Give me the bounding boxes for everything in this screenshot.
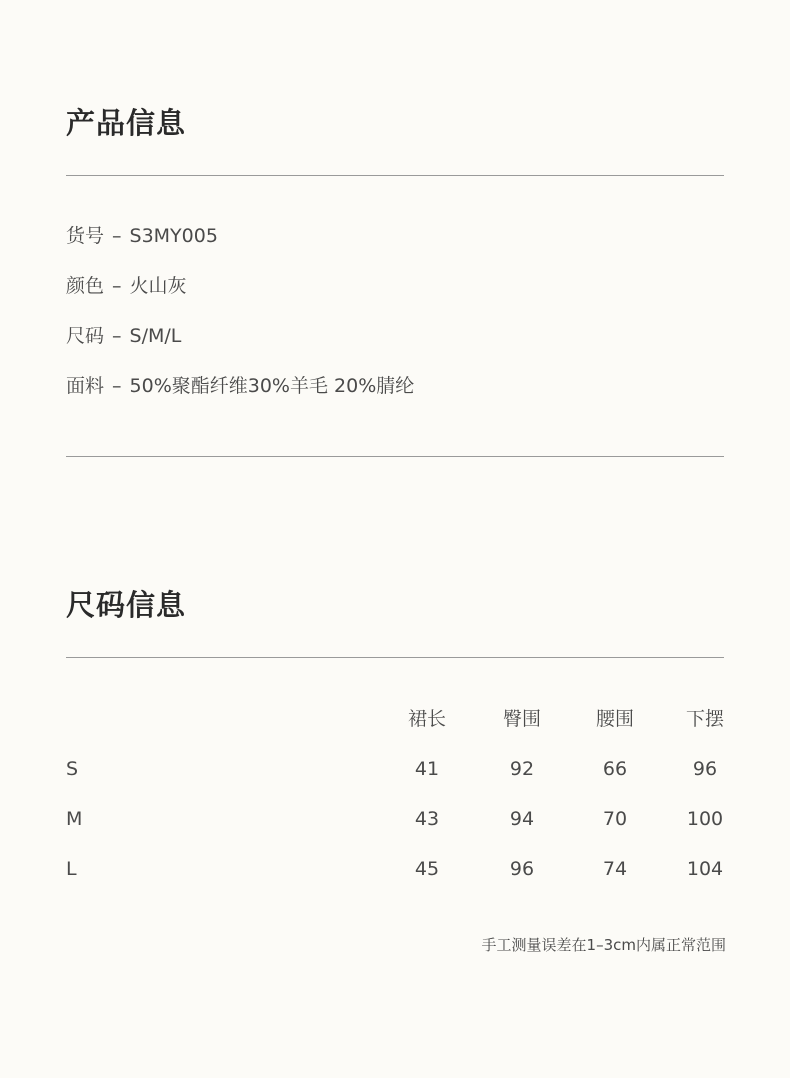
table-cell: 92 xyxy=(509,758,535,780)
table-cell: 104 xyxy=(686,858,724,880)
row-size-label: M xyxy=(66,808,83,830)
table-cell: 43 xyxy=(414,808,440,830)
info-value: S/M/L xyxy=(129,325,182,347)
table-row xyxy=(0,760,790,780)
info-value: 50%聚酯纤维30%羊毛 20%腈纶 xyxy=(129,375,415,397)
info-row-item-number xyxy=(66,227,218,246)
size-info-divider xyxy=(66,657,724,658)
header-hem: 下摆 xyxy=(685,708,725,730)
row-size-label: S xyxy=(66,758,79,780)
table-cell: 41 xyxy=(414,758,440,780)
info-label: 面料 xyxy=(66,375,105,397)
info-separator: – xyxy=(112,325,122,347)
header-waist: 腰围 xyxy=(595,708,635,730)
table-row xyxy=(0,860,790,880)
table-cell: 45 xyxy=(414,858,440,880)
table-cell: 100 xyxy=(686,808,724,830)
header-skirt-length: 裙长 xyxy=(407,708,447,730)
table-cell: 94 xyxy=(509,808,535,830)
info-label: 尺码 xyxy=(66,325,105,347)
table-cell: 70 xyxy=(602,808,628,830)
info-row-fabric xyxy=(66,377,414,396)
info-separator: – xyxy=(112,375,122,397)
size-info-title: 尺码信息 xyxy=(66,588,187,622)
table-cell: 74 xyxy=(602,858,628,880)
header-hip: 臀围 xyxy=(502,708,542,730)
table-cell: 96 xyxy=(509,858,535,880)
info-value: 火山灰 xyxy=(129,275,187,297)
row-size-label: L xyxy=(66,858,77,880)
info-row-color xyxy=(66,277,187,296)
info-separator: – xyxy=(112,275,122,297)
info-separator: – xyxy=(112,225,122,247)
table-row xyxy=(0,810,790,830)
info-row-size xyxy=(66,327,181,346)
product-info-bottom-divider xyxy=(66,456,724,457)
product-info-top-divider xyxy=(66,175,724,176)
product-info-title: 产品信息 xyxy=(66,106,187,140)
info-label: 颜色 xyxy=(66,275,105,297)
size-table-header xyxy=(0,710,790,730)
measurement-note: 手工测量误差在1–3cm内属正常范围 xyxy=(481,936,726,954)
info-label: 货号 xyxy=(66,225,105,247)
table-cell: 66 xyxy=(602,758,628,780)
table-cell: 96 xyxy=(692,758,718,780)
info-value: S3MY005 xyxy=(129,225,218,247)
